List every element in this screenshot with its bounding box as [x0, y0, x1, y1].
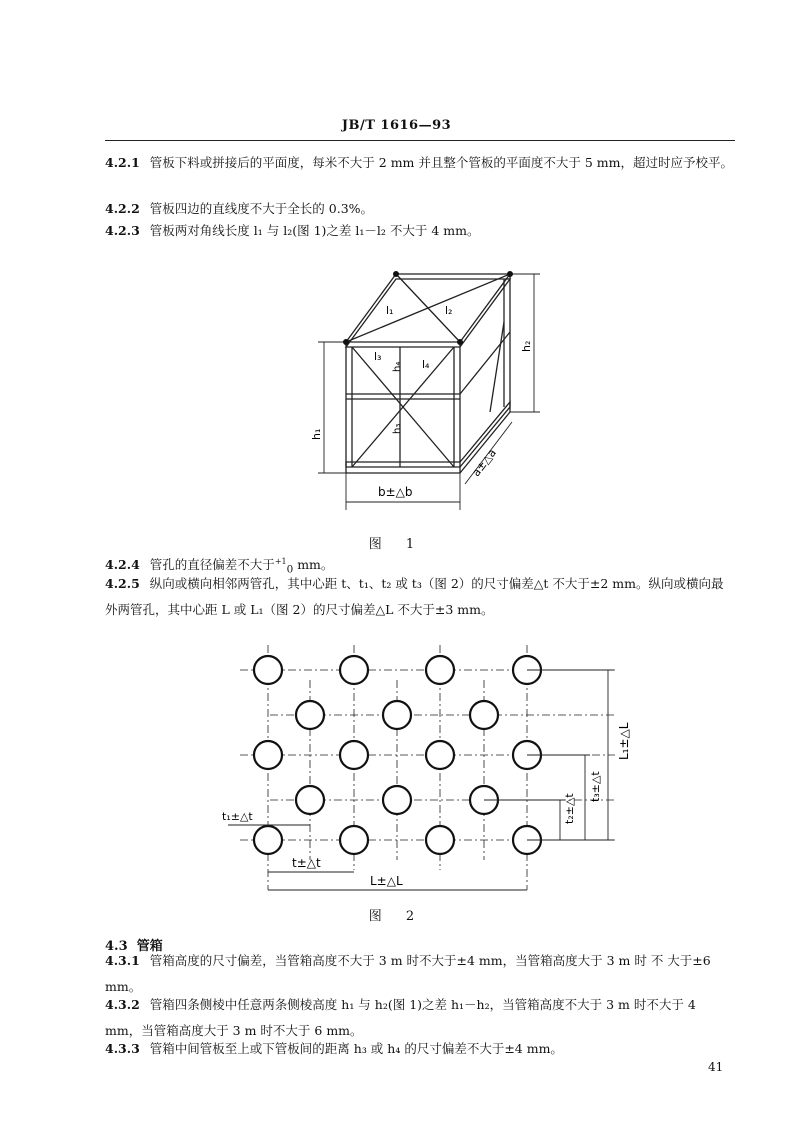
clause-text: 管箱中间管板至上或下管板间的距离 h₃ 或 h₄ 的尺寸偏差不大于±4 mm。 [149, 1041, 563, 1056]
label-L1: L₁±△L [617, 722, 631, 760]
clause-4-3-3 [105, 1036, 735, 1062]
section-title: 管箱 [136, 939, 163, 954]
clause-number: 4.2.1 [105, 155, 140, 170]
standard-code: JB/T 1616—93 [341, 118, 452, 133]
clause-number: 4.2.3 [105, 223, 140, 238]
label-h2: h₂ [520, 340, 533, 352]
label-a: a±△a [469, 446, 499, 479]
label-l1: l₁ [386, 304, 394, 317]
clause-text: 管板两对角线长度 l₁ 与 l₂(图 1)之差 l₁－l₂ 不大于 4 mm。 [149, 223, 480, 238]
label-l2: l₂ [445, 304, 453, 317]
clause-4-2-3 [105, 218, 735, 244]
clause-number: 4.2.2 [105, 201, 140, 216]
clause-number: 4.2.4 [105, 557, 140, 573]
label-b: b±△b [378, 485, 413, 499]
clause-text: 管板下料或拼接后的平面度，每米不大于 2 mm 并且整个管板的平面度不大于 5 mm，超过时应予校平。 [149, 155, 733, 170]
tolerance-lower: 0 [286, 563, 294, 576]
figure-2-caption: 图 2 [368, 909, 425, 924]
header-rule [105, 140, 735, 141]
clause-text-end: mm。 [293, 557, 334, 573]
label-l4: l₄ [422, 358, 430, 371]
clause-text: 管箱四条侧棱中任意两条侧棱高度 h₁ 与 h₂(图 1)之差 h₁－h₂，当管箱高度不大于 3 m 时不大于 4 mm，当管箱高度大于 3 m 时不大于 6 mm。 [105, 997, 696, 1038]
figure-1-box-diagram [300, 262, 560, 524]
section-number: 4.3 [105, 939, 128, 954]
tolerance-upper: +1 [274, 557, 287, 566]
label-t: t±△t [292, 856, 321, 870]
page-number: 41 [708, 1060, 724, 1074]
label-l3: l₃ [374, 350, 382, 363]
label-h1: h₁ [310, 428, 323, 440]
clause-number: 4.3.1 [105, 953, 140, 968]
clause-number: 4.2.5 [105, 576, 140, 591]
clause-text: 管孔的直径偏差不大于 [149, 557, 275, 573]
clause-text: 纵向或横向相邻两管孔，其中心距 t、t₁、t₂ 或 t₃（图 2）的尺寸偏差△t 不大于±2 mm。纵向或横向最外两管孔，其中心距 L 或 L₁（图 2）的尺寸偏差△L 不大于±3 mm。 [105, 576, 724, 617]
label-t3: t₃±△t [589, 771, 602, 802]
label-h4: h₄ [392, 361, 403, 372]
label-t2: t₂±△t [563, 793, 576, 824]
label-L: L±△L [370, 874, 403, 888]
figure-1-caption: 图 1 [368, 537, 425, 552]
label-h3: h₃ [392, 423, 403, 434]
clause-4-2-1 [105, 150, 735, 176]
clause-4-2-5 [105, 571, 735, 623]
clause-text: 管箱高度的尺寸偏差，当管箱高度不大于 3 m 时不大于±4 mm，当管箱高度大于 3 m 时 不 大于±6 mm。 [105, 953, 711, 994]
clause-number: 4.3.3 [105, 1041, 140, 1056]
clause-number: 4.3.2 [105, 997, 140, 1012]
label-t1: t₁±△t [222, 810, 253, 823]
clause-text: 管板四边的直线度不大于全长的 0.3%。 [149, 201, 374, 216]
figure-2-tube-hole-layout [220, 640, 640, 896]
